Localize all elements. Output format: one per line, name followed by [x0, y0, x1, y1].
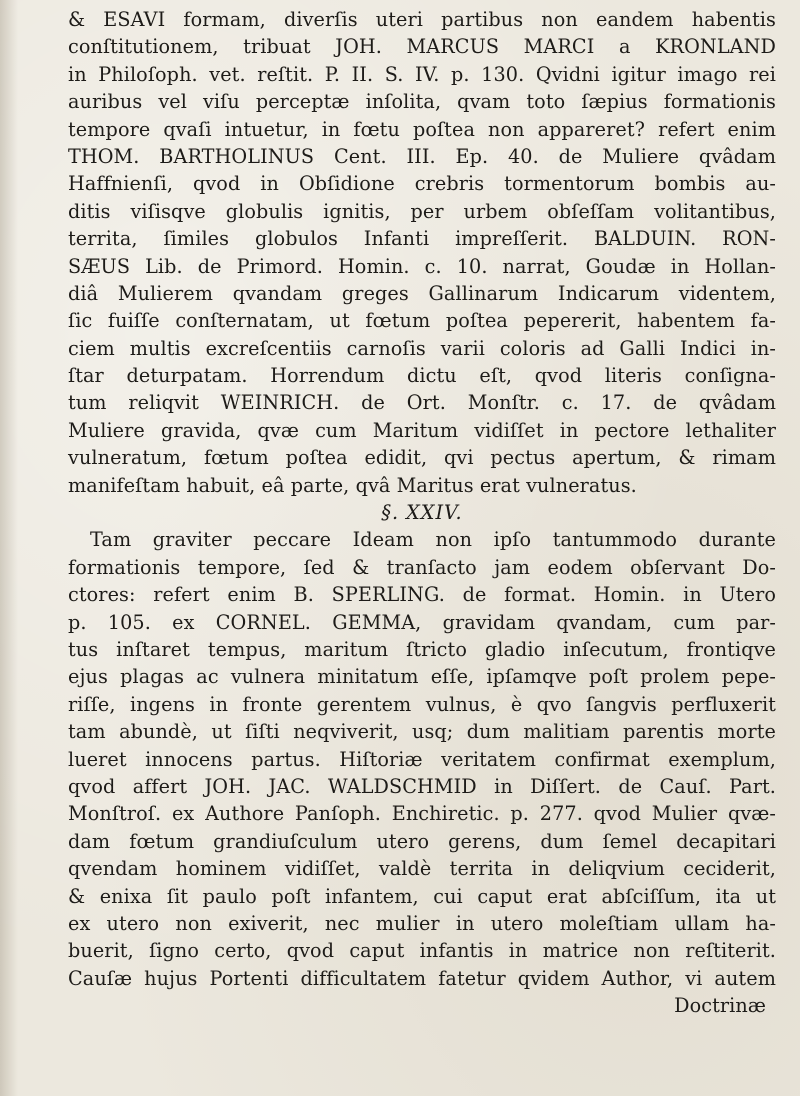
text-line: vulneratum, fœtum poſtea edidit, qvi pectus apertum, & rimam: [68, 446, 776, 470]
catchword: Doctrinæ: [674, 994, 766, 1018]
text-line: THOM. BARTHOLINUS Cent. III. Ep. 40. de Muliere qvâdam: [68, 144, 776, 168]
text-line: tus inſtaret tempus, maritum ſtricto gladio inſecutum, frontiqve: [68, 637, 776, 661]
text-line: ciem multis excreſcentiis carnoſis varii coloris ad Galli Indici in-: [68, 336, 776, 360]
section-heading: §. XXIV.: [381, 501, 463, 525]
text-line: Muliere gravida, qvæ cum Maritum vidiſſet in pectore lethaliter: [68, 418, 776, 442]
text-line: ctores: refert enim B. SPERLING. de format. Homin. in Utero: [68, 583, 776, 607]
text-line: Tam graviter peccare Ideam non ipſo tantummodo durante: [90, 528, 776, 552]
text-line: buerit, ſigno certo, qvod caput infantis in matrice non reſtiterit.: [68, 939, 776, 963]
text-line: in Philoſoph. vet. reſtit. P. II. S. IV. p. 130. Qvidni igitur imago rei: [68, 62, 776, 86]
text-line: manifeſtam habuit, eâ parte, qvâ Maritus erat vulneratus.: [68, 473, 637, 497]
text-line: ditis viſisqve globulis ignitis, per urbem obſeſſam volitantibus,: [68, 199, 776, 223]
page-text: [68, 6, 776, 1019]
text-line: Monſtroſ. ex Authore Panſoph. Enchiretic. p. 277. qvod Mulier qvæ-: [68, 802, 776, 826]
text-line: auribus vel viſu perceptæ inſolita, qvam toto ſæpius formationis: [68, 90, 776, 114]
page-gutter-shadow: [0, 0, 18, 1096]
text-line: qvod affert JOH. JAC. WALDSCHMID in Diſſert. de Cauſ. Part.: [68, 774, 776, 798]
text-line: ſtar deturpatam. Horrendum dictu eſt, qvod literis conſigna-: [68, 364, 776, 388]
text-line: diâ Mulierem qvandam greges Gallinarum Indicarum videntem,: [68, 281, 776, 305]
text-line: p. 105. ex CORNEL. GEMMA, gravidam qvandam, cum par-: [68, 610, 776, 634]
text-line: qvendam hominem vidiſſet, valdè territa in deliqvium ceciderit,: [68, 857, 776, 881]
text-line: & enixa ſit paulo poſt infantem, cui caput erat abſciſſum, ita ut: [68, 884, 776, 908]
text-line: tum reliqvit WEINRICH. de Ort. Monſtr. c. 17. de qvâdam: [68, 391, 776, 415]
text-line: ex utero non exiverit, nec mulier in utero moleſtiam ullam ha-: [68, 911, 776, 935]
text-line: tam abundè, ut ſiſti neqviverit, usq; dum malitiam parentis morte: [68, 720, 776, 744]
text-line: conſtitutionem, tribuat JOH. MARCUS MARCI a KRONLAND: [68, 35, 776, 59]
text-line: lueret innocens partus. Hiſtoriæ veritatem confirmat exemplum,: [68, 747, 776, 771]
text-line: SÆUS Lib. de Primord. Homin. c. 10. narrat, Goudæ in Hollan-: [68, 254, 776, 278]
text-line: territa, ſimiles globulos Infanti impreſſerit. BALDUIN. RON-: [68, 227, 776, 251]
text-line: Haffnienſi, qvod in Obſidione crebris tormentorum bombis au-: [68, 172, 776, 196]
text-line: ſic fuiſſe conſternatam, ut fœtum poſtea pepererit, habentem fa-: [68, 309, 776, 333]
text-line: dam fœtum grandiuſculum utero gerens, dum ſemel decapitari: [68, 829, 776, 853]
text-line: ejus plagas ac vulnera minitatum eſſe, ipſamqve poſt prolem pepe-: [68, 665, 776, 689]
text-line: tempore qvaſi intuetur, in fœtu poſtea non appareret? refert enim: [68, 117, 776, 141]
text-line: riſſe, ingens in fronte gerentem vulnus, è qvo ſangvis perfluxerit: [68, 692, 776, 716]
text-line: formationis tempore, ſed & tranſacto jam eodem obſervant Do-: [68, 555, 776, 579]
text-line: Cauſæ hujus Portenti difficultatem fatetur qvidem Author, vi autem: [68, 966, 776, 990]
text-line: & ESAVI formam, diverſis uteri partibus non eandem habentis: [68, 8, 776, 31]
